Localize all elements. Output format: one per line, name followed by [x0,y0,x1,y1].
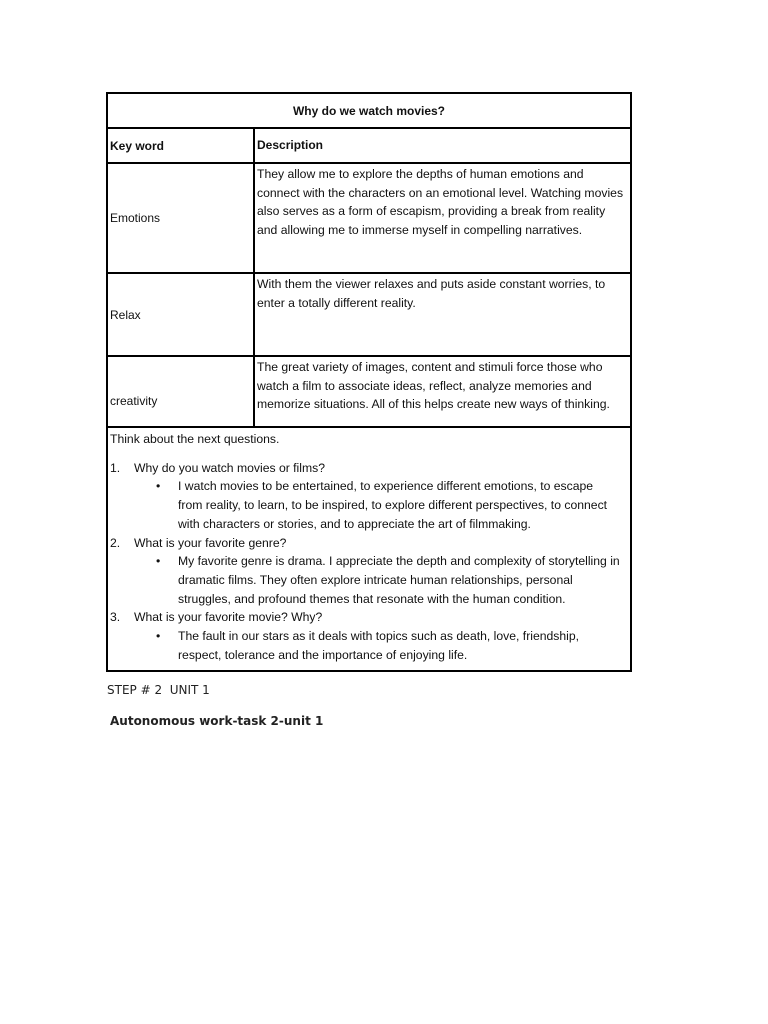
questions-section [108,428,630,670]
answer-text: My favorite genre is drama. I appreciate the depth and complexity of storytelling in dramatic films. They often explore intricate human relationships, personal struggles, and profound themes that resonate with the human condition. [178,554,620,606]
bullet-icon: • [156,554,161,569]
answer-item [110,627,628,664]
row-description: They allow me to explore the depths of human emotions and connect with the characters on an emotional level. Watching movies also serves as a form of escapism, providing a break from reality and allowing me to immerse myself in compelling narratives. [257,167,624,238]
question-number: 1. [110,460,121,475]
movies-table [106,92,632,672]
question-item [110,608,628,627]
row-key: Relax [108,274,255,355]
answer-text: I watch movies to be entertained, to experience different emotions, to escape from reality, to learn, to be inspired, to explore different perspectives, to connect with characters or stories, and to appreciate the art of filmmaking. [178,479,608,531]
question-text: What is your favorite movie? Why? [134,610,323,625]
header-description: Description [257,138,324,153]
question-number: 3. [110,610,121,625]
step-label: STEP # 2 UNIT 1 [107,683,210,697]
question-number: 2. [110,535,121,550]
row-description: With them the viewer relaxes and puts aside constant worries, to enter a totally different reality. [257,277,606,310]
header-key-word: Key word [108,129,255,162]
questions-intro: Think about the next questions. [110,432,280,446]
answer-item [110,477,628,533]
table-row-creativity [108,357,630,428]
question-text: Why do you watch movies or films? [134,460,326,475]
row-key: Emotions [108,164,255,272]
question-item [110,534,628,553]
table-row-relax [108,274,630,357]
answer-text: The fault in our stars as it deals with topics such as death, love, friendship, respect, tolerance and the importance of enjoying life. [178,629,580,662]
table-row-emotions [108,164,630,274]
bullet-icon: • [156,629,161,644]
answer-item [110,552,628,608]
table-header-row [108,129,630,164]
row-description: The great variety of images, content and stimuli force those who watch a film to associate ideas, reflect, analyze memories and memorize situations. All of this helps create new ways of thinking. [257,360,610,412]
question-item [110,459,628,478]
question-text: What is your favorite genre? [134,535,287,550]
bullet-icon: • [156,479,161,494]
table-title: Why do we watch movies? [108,94,630,129]
row-key: creativity [108,357,255,426]
task-label: Autonomous work-task 2-unit 1 [110,714,324,728]
